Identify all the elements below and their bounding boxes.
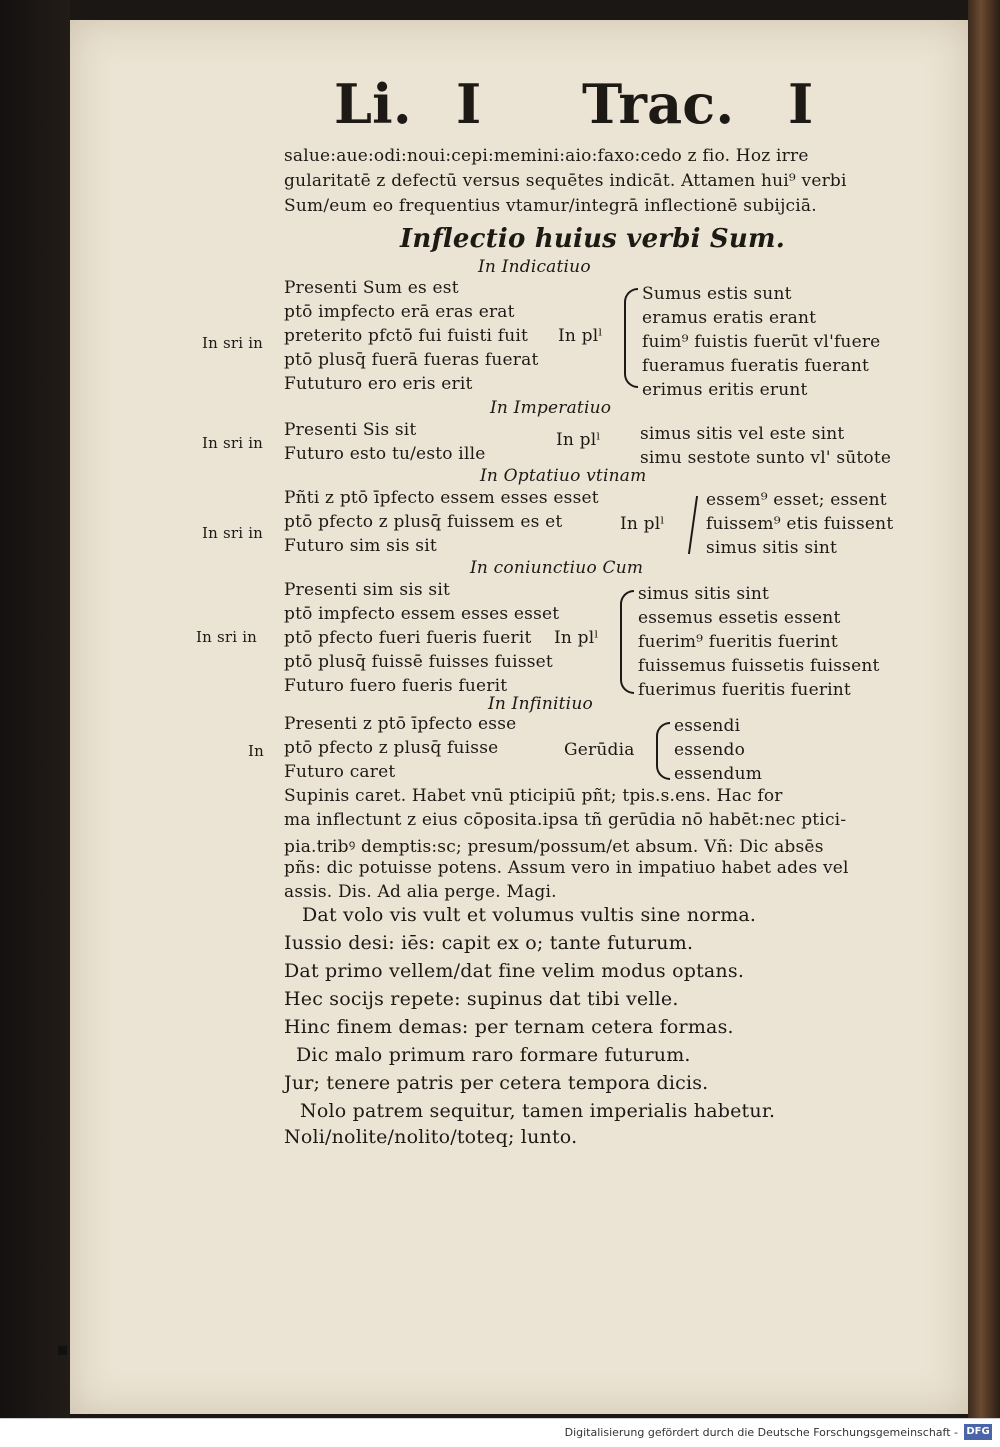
verse-line: Jur; tenere patris per cetera tempora dicis. — [284, 1072, 709, 1094]
subjunctive-plural-row: essemus essetis essent — [638, 608, 841, 628]
infinitive-singular-row: Presenti z ptō īpfecto esse — [284, 714, 517, 734]
header-book-numeral: I — [456, 72, 482, 136]
notes-line: assis. Dis. Ad alia perge. Magi. — [284, 882, 557, 902]
notes-line: Supinis caret. Habet vnū pticipiū pñt; tpis.s.ens. Hac for — [284, 786, 783, 806]
header-book-number: Li. — [334, 72, 412, 136]
notes-line: pñs: dic potuisse potens. Assum vero in impatiuo habet ades vel — [284, 858, 849, 878]
indicative-plural-row: eramus eratis erant — [642, 308, 817, 328]
verse-line: Dat primo vellem/dat fine velim modus optans. — [284, 960, 745, 982]
subjunctive-singular-row: ptō plusq̄ fuissē fuisses fuisset — [284, 652, 553, 672]
header-tract-numeral: I — [788, 72, 814, 136]
intro-line: gularitatē z defectū versus sequētes indicāt. Attamen hui⁹ verbi — [284, 171, 847, 191]
header-tract-label: Trac. — [582, 72, 735, 136]
imperative-singular-row: Futuro esto tu/esto ille — [284, 444, 486, 464]
optative-heading: In Optatiuo vtinam — [480, 466, 647, 486]
optative-plural-row: fuissem⁹ etis fuissent — [706, 514, 894, 534]
indicative-singular-row: ptō plusq̄ fuerā fueras fuerat — [284, 350, 539, 370]
optative-singular-label: In sri in — [202, 524, 264, 542]
indicative-plural-row: erimus eritis erunt — [642, 380, 808, 400]
optative-singular-row: ptō pfecto z plusq̄ fuissem es et — [284, 512, 563, 532]
verse-line: Dat volo vis vult et volumus vultis sine norma. — [302, 904, 757, 926]
section-title: Inflectio huius verbi Sum. — [400, 224, 785, 254]
subjunctive-plural-row: fuissemus fuissetis fuissent — [638, 656, 880, 676]
infinitive-heading: In Infinitiuo — [488, 694, 593, 714]
right-binding-edge — [968, 0, 1000, 1418]
optative-plural-row: essem⁹ esset; essent — [706, 490, 887, 510]
subjunctive-heading: In coniunctiuo Cum — [470, 558, 644, 578]
digitization-footer — [0, 1418, 1000, 1447]
indicative-singular-row: Fututuro ero eris erit — [284, 374, 473, 394]
imperative-plural-label: In plˡ — [556, 430, 601, 450]
footer-credit: Digitalisierung gefördert durch die Deutsche Forschungsgemeinschaft - — [564, 1426, 958, 1439]
gerund-row: essendum — [674, 764, 763, 784]
verse-line: Noli/nolite/nolito/toteq; lunto. — [284, 1126, 578, 1148]
indicative-singular-row: Presenti Sum es est — [284, 278, 459, 298]
intro-line: Sum/eum eo frequentius vtamur/integrā inflectionē subijciā. — [284, 196, 817, 216]
imperative-plural-row: simu sestote sunto vl' sūtote — [640, 448, 892, 468]
indicative-singular-row: preterito pfctō fui fuisti fuit — [284, 326, 529, 346]
verse-line: Iussio desi: iēs: capit ex o; tante futurum. — [284, 932, 694, 954]
indicative-singular-row: ptō impfecto erā eras erat — [284, 302, 515, 322]
subjunctive-singular-row: Presenti sim sis sit — [284, 580, 450, 600]
indicative-plural-label: In plˡ — [558, 326, 603, 346]
indicative-brace — [624, 288, 638, 388]
notes-line: ma inflectunt z eius cōposita.ipsa tñ gerūdia nō habēt:nec ptici- — [284, 810, 847, 830]
gerund-label: Gerūdia — [564, 740, 635, 760]
subjunctive-plural-row: simus sitis sint — [638, 584, 770, 604]
verse-line: Dic malo primum raro formare futurum. — [296, 1044, 691, 1066]
indicative-plural-row: Sumus estis sunt — [642, 284, 792, 304]
subjunctive-singular-row: ptō impfecto essem esses esset — [284, 604, 560, 624]
gerund-row: essendo — [674, 740, 746, 760]
optative-singular-row: Futuro sim sis sit — [284, 536, 437, 556]
infinitive-singular-row: ptō pfecto z plusq̄ fuisse — [284, 738, 499, 758]
gerund-row: essendi — [674, 716, 741, 736]
intro-line: salue:aue:odi:noui:cepi:memini:aio:faxo:cedo z fio. Hoz irre — [284, 146, 809, 166]
verse-line: Hec socijs repete: supinus dat tibi velle. — [284, 988, 679, 1010]
infinitive-singular-row: Futuro caret — [284, 762, 396, 782]
subjunctive-plural-label: In plˡ — [554, 628, 599, 648]
subjunctive-singular-row: Futuro fuero fueris fuerit — [284, 676, 508, 696]
optative-plural-row: simus sitis sint — [706, 538, 838, 558]
gerund-brace — [656, 722, 670, 780]
imperative-singular-label: In sri in — [202, 434, 264, 452]
notes-line: pia.tribꝰ demptis:sc; presum/possum/et absum. Vñ: Dic absēs — [284, 837, 824, 857]
imperative-plural-row: simus sitis vel este sint — [640, 424, 845, 444]
subjunctive-singular-label: In sri in — [196, 628, 258, 646]
indicative-plural-row: fueramus fueratis fuerant — [642, 356, 870, 376]
verse-line: Hinc finem demas: per ternam cetera formas. — [284, 1016, 734, 1038]
verse-line: Nolo patrem sequitur, tamen imperialis habetur. — [300, 1100, 776, 1122]
imperative-heading: In Imperatiuo — [490, 398, 612, 418]
left-page-edge — [0, 0, 70, 1418]
dfg-logo: DFG — [964, 1424, 992, 1440]
subjunctive-plural-row: fuerim⁹ fueritis fuerint — [638, 632, 838, 652]
indicative-heading: In Indicatiuo — [478, 257, 591, 277]
optative-singular-row: Pñti z ptō īpfecto essem esses esset — [284, 488, 599, 508]
optative-plural-label: In plˡ — [620, 514, 665, 534]
imperative-singular-row: Presenti Sis sit — [284, 420, 417, 440]
indicative-singular-label: In sri in — [202, 334, 264, 352]
subjunctive-plural-row: fuerimus fueritis fuerint — [638, 680, 851, 700]
ink-mark — [58, 1346, 67, 1355]
subjunctive-brace — [620, 590, 634, 694]
subjunctive-singular-row: ptō pfecto fueri fueris fuerit — [284, 628, 532, 648]
indicative-plural-row: fuim⁹ fuistis fuerūt vl'fuere — [642, 332, 881, 352]
infinitive-singular-label: In — [248, 742, 264, 760]
